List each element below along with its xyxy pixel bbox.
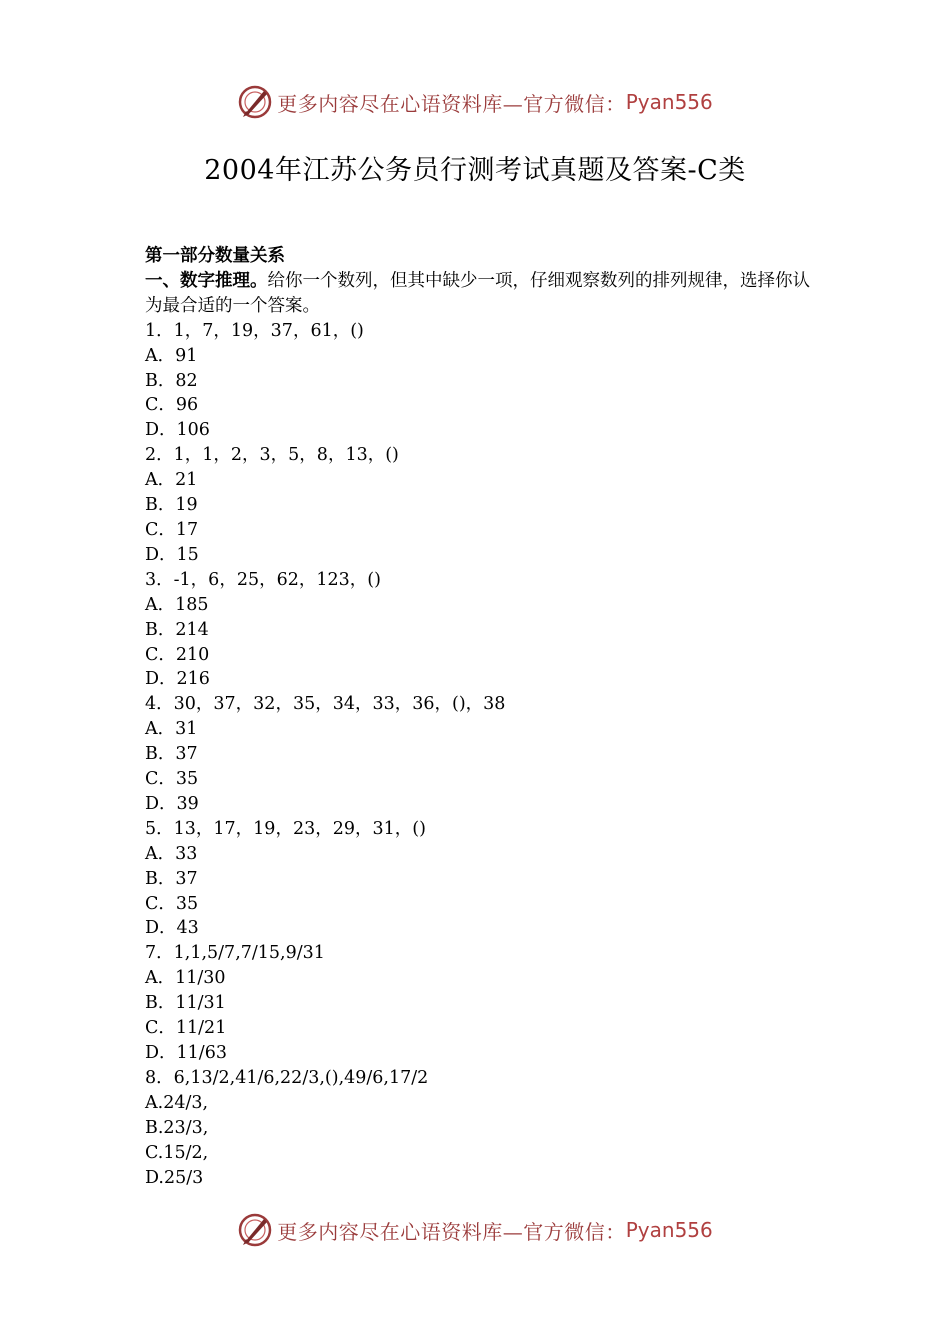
banner-text: 更多内容尽在心语资料库—官方微信： — [277, 91, 626, 116]
answer-option: B．37 — [145, 744, 198, 765]
instruction-label: 一、数字推理。 — [145, 270, 268, 291]
answer-option: A．11/30 — [145, 968, 226, 989]
banner-wechat-id: Pyan556 — [625, 90, 713, 114]
answer-option: B．82 — [145, 370, 198, 391]
answer-option: A.24/3, — [145, 1092, 209, 1113]
answer-option: A．91 — [145, 345, 198, 366]
question-stem: 7．1,1,5/7,7/15,9/31 — [145, 943, 325, 964]
question-stem: 5．13，17，19，23，29，31，() — [145, 818, 426, 839]
answer-option: C．35 — [145, 769, 199, 790]
question-stem: 3．-1，6，25，62，123，() — [145, 569, 381, 590]
answer-option: C．96 — [145, 395, 199, 416]
answer-option: B．19 — [145, 495, 198, 516]
answer-option: A．185 — [145, 594, 209, 615]
answer-option: B.23/3, — [145, 1117, 209, 1138]
answer-option: D.25/3 — [145, 1167, 204, 1188]
answer-option: B．11/31 — [145, 993, 226, 1014]
banner-text: 更多内容尽在心语资料库—官方微信： — [277, 1219, 626, 1244]
answer-option: C．17 — [145, 519, 199, 540]
question-stem: 4．30，37，32，35，34，33，36，()，38 — [145, 694, 506, 715]
answer-option: D．15 — [145, 544, 199, 565]
section-heading: 第一部分数量关系 — [145, 246, 285, 266]
answer-option: A．31 — [145, 719, 198, 740]
answer-option: A．33 — [145, 843, 198, 864]
answer-option: D．11/63 — [145, 1043, 227, 1063]
question-stem: 2．1，1，2，3，5，8，13，() — [145, 445, 399, 466]
document-body — [145, 244, 815, 1190]
footer-banner — [0, 1210, 950, 1250]
answer-option: B．37 — [145, 868, 198, 889]
question-stem: 1．1，7，19，37，61，() — [145, 320, 364, 341]
answer-option: D．39 — [145, 793, 199, 814]
answer-option: C．35 — [145, 893, 199, 914]
answer-option: D．216 — [145, 669, 210, 690]
answer-option: D．43 — [145, 918, 199, 939]
question-stem: 8．6,13/2,41/6,22/3,(),49/6,17/2 — [145, 1067, 429, 1088]
instruction-text: 给你一个数列，但其中缺少一项，仔细观察数列的排列规律，选择你认为最合适的一个答案。 — [145, 270, 810, 316]
answer-option: D．106 — [145, 420, 210, 441]
instruction-paragraph — [145, 269, 815, 319]
answer-option: C．210 — [145, 644, 210, 665]
header-banner — [0, 82, 950, 122]
answer-option: C.15/2, — [145, 1142, 209, 1163]
answer-option: A．21 — [145, 470, 198, 491]
answer-option: B．214 — [145, 619, 209, 640]
quill-logo-icon — [237, 84, 273, 120]
quill-logo-icon — [237, 1212, 273, 1248]
banner-wechat-id: Pyan556 — [625, 1218, 713, 1242]
answer-option: C．11/21 — [145, 1018, 227, 1039]
page-title: 2004年江苏公务员行测考试真题及答案-C类 — [204, 155, 746, 186]
question-list — [145, 319, 815, 1191]
